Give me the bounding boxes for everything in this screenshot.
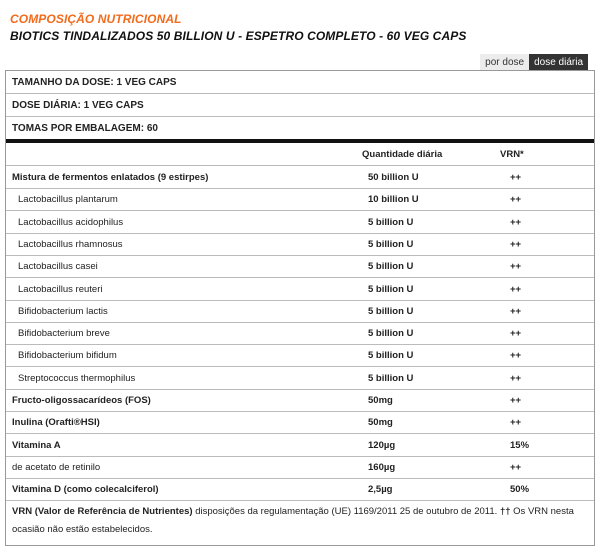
table-row xyxy=(6,478,594,501)
serving-size-row xyxy=(6,71,594,94)
nutrient-quantity: 2,5µg xyxy=(368,484,393,496)
nutrient-name: Lactobacillus reuteri xyxy=(18,283,103,295)
nutrient-name: Bifidobacterium lactis xyxy=(18,305,108,317)
table-row xyxy=(6,233,594,256)
table-row xyxy=(6,367,594,390)
nutrient-quantity: 160µg xyxy=(368,461,396,473)
table-row xyxy=(6,411,594,434)
nutrient-quantity: 5 billion U xyxy=(368,238,414,250)
footnote-dagger: †† xyxy=(499,506,511,517)
nutrient-vrn: ++ xyxy=(510,261,522,273)
nutrient-vrn: 50% xyxy=(510,484,530,496)
nutrient-name: Fructo-oligossacarídeos (FOS) xyxy=(12,395,151,406)
table-row xyxy=(6,434,594,457)
per-dose-button[interactable]: por dose xyxy=(480,54,529,71)
footnote-text: disposições da regulamentação (UE) 1169/2011 25 de outubro de 2011. xyxy=(192,506,500,517)
footnote xyxy=(12,503,587,539)
nutrient-name: Lactobacillus rhamnosus xyxy=(18,238,123,250)
table-row xyxy=(6,456,594,479)
table-row xyxy=(6,344,594,367)
per-pack: TOMAS POR EMBALAGEM: 60 xyxy=(12,123,158,134)
nutrient-vrn: ++ xyxy=(510,283,522,295)
nutrient-vrn: ++ xyxy=(510,238,522,250)
nutrient-quantity: 50mg xyxy=(368,417,393,429)
nutrient-vrn: ++ xyxy=(510,395,522,406)
nutrient-quantity: 5 billion U xyxy=(368,261,414,273)
nutrient-name: de acetato de retinilo xyxy=(12,461,101,473)
nutrient-name: Lactobacillus acidophilus xyxy=(18,216,124,228)
nutrient-vrn: ++ xyxy=(510,194,522,206)
serving-size: TAMANHO DA DOSE: 1 VEG CAPS xyxy=(12,77,177,88)
nutrient-quantity: 10 billion U xyxy=(368,194,419,206)
nutrient-quantity: 120µg xyxy=(368,439,396,451)
nutrient-name: Bifidobacterium breve xyxy=(18,328,110,340)
product-title: BIOTICS TINDALIZADOS 50 BILLION U - ESPETRO COMPLETO - 60 VEG CAPS xyxy=(10,29,467,43)
nutrient-vrn: ++ xyxy=(510,216,522,228)
nutrient-quantity: 50 billion U xyxy=(368,172,419,183)
table-row xyxy=(6,278,594,301)
nutrient-vrn: ++ xyxy=(510,172,522,183)
nutrient-quantity: 5 billion U xyxy=(368,328,414,340)
table-row xyxy=(6,211,594,234)
table-row xyxy=(6,166,594,189)
footnote-text2: Os VRN nesta ocasião não estão estabelecidos. xyxy=(12,506,574,535)
nutrient-vrn: 15% xyxy=(510,439,530,451)
header-quantity: Quantidade diária xyxy=(362,149,443,160)
nutrient-vrn: ++ xyxy=(510,328,522,340)
section-title: COMPOSIÇÃO NUTRICIONAL xyxy=(10,12,182,26)
daily-dose: DOSE DIÁRIA: 1 VEG CAPS xyxy=(12,100,144,111)
nutrition-table xyxy=(5,70,595,546)
table-row xyxy=(6,188,594,211)
nutrient-vrn: ++ xyxy=(510,305,522,317)
nutrient-vrn: ++ xyxy=(510,461,522,473)
nutrient-name: Inulina (Orafti®HSI) xyxy=(12,417,100,429)
daily-dose-row xyxy=(6,94,594,117)
nutrient-vrn: ++ xyxy=(510,417,522,429)
nutrient-quantity: 5 billion U xyxy=(368,372,414,384)
nutrient-name: Lactobacillus plantarum xyxy=(18,194,118,206)
nutrient-name: Vitamina A xyxy=(12,439,61,451)
nutrient-name: Mistura de fermentos enlatados (9 estirpes) xyxy=(12,172,209,183)
nutrient-quantity: 5 billion U xyxy=(368,216,414,228)
table-row xyxy=(6,322,594,345)
nutrient-name: Vitamina D (como colecalciferol) xyxy=(12,484,159,496)
table-header xyxy=(6,143,594,166)
nutrient-vrn: ++ xyxy=(510,350,522,362)
nutrient-quantity: 50mg xyxy=(368,395,393,406)
nutrient-quantity: 5 billion U xyxy=(368,350,414,362)
nutrient-name: Lactobacillus casei xyxy=(18,261,98,273)
nutrient-vrn: ++ xyxy=(510,372,522,384)
nutrient-quantity: 5 billion U xyxy=(368,283,414,295)
nutrient-name: Streptococcus thermophilus xyxy=(18,372,136,384)
table-row xyxy=(6,389,594,412)
table-row xyxy=(6,255,594,278)
nutrient-name: Bifidobacterium bifidum xyxy=(18,350,117,362)
daily-dose-button[interactable]: dose diária xyxy=(529,54,588,71)
table-row xyxy=(6,300,594,323)
dose-toggle xyxy=(480,54,588,71)
footnote-label: VRN (Valor de Referência de Nutrientes) xyxy=(12,506,193,517)
nutrient-quantity: 5 billion U xyxy=(368,305,414,317)
per-pack-row xyxy=(6,117,594,139)
header-vrn: VRN* xyxy=(500,149,524,160)
